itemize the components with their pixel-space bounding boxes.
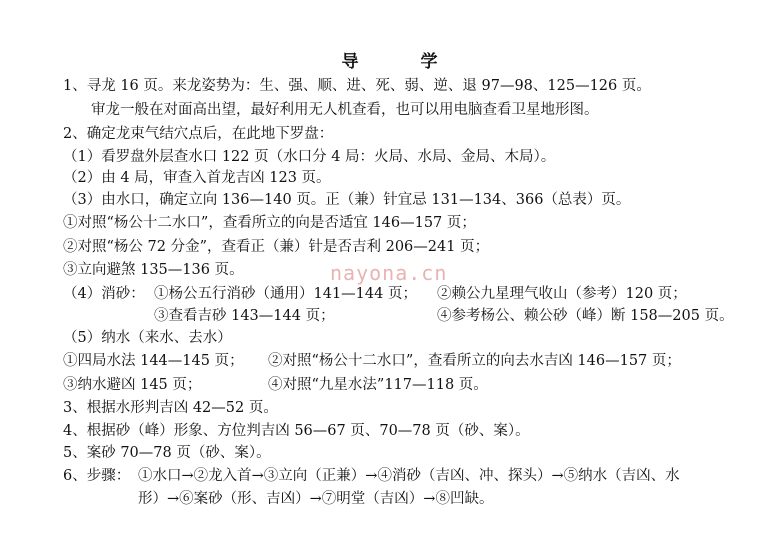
line-10-item-1: ①杨公五行消砂（通用）141—144 页； <box>154 286 417 302</box>
line-6: （3）由水口，确定立向 136—140 页。正（兼）针宜忌 131—134、366（总表）页。 <box>63 192 631 208</box>
line-12: （5）纳水（来水、去水） <box>63 330 232 346</box>
line-7: ①对照“杨公十二水口”，查看所立的向是否适宜 146—157 页； <box>63 215 476 231</box>
line-11-item-4: ④参考杨公、赖公砂（峰）断 158—205 页。 <box>437 308 734 324</box>
line-13-item-1: ①四局水法 144—145 页； <box>63 353 244 369</box>
line-11-item-3: ③查看吉砂 143—144 页； <box>154 308 335 324</box>
line-1: 1、寻龙 16 页。来龙姿势为：生、强、顺、进、死、弱、逆、退 97—98、125—126 页。 <box>63 78 651 94</box>
line-14-item-3: ③纳水避凶 145 页； <box>63 377 202 393</box>
line-10-item-2: ②赖公九星理气收山（参考）120 页； <box>437 286 687 302</box>
line-5: （2）由 4 局，审查入首龙吉凶 123 页。 <box>63 170 331 186</box>
line-14-item-4: ④对照“九星水法”117—118 页。 <box>268 377 488 393</box>
document-title <box>0 47 781 72</box>
line-2: 审龙一般在对面高出望，最好利用无人机查看，也可以用电脑查看卫星地形图。 <box>91 102 599 118</box>
line-4: （1）看罗盘外层查水口 122 页（水口分 4 局：火局、水局、金局、木局）。 <box>63 149 556 165</box>
line-15: 3、根据水形判吉凶 42—52 页。 <box>63 400 278 416</box>
line-16: 4、根据砂（峰）形象、方位判吉凶 56—67 页、70—78 页（砂、案）。 <box>63 423 530 439</box>
line-17: 5、案砂 70—78 页（砂、案）。 <box>63 445 271 461</box>
watermark: nayona.cn <box>330 261 448 285</box>
line-9: ③立向避煞 135—136 页。 <box>63 262 244 278</box>
title-char-2: 学 <box>420 52 440 72</box>
line-13-item-2: ②对照“杨公十二水口”，查看所立的向去水吉凶 146—157 页； <box>268 353 681 369</box>
line-18-steps: ①水口→②龙入首→③立向（正兼）→④消砂（吉凶、冲、探头）→⑤纳水（吉凶、水 <box>138 468 680 484</box>
line-3: 2、确定龙束气结穴点后，在此地下罗盘： <box>63 126 334 142</box>
line-10-label: （4）消砂： <box>63 286 145 302</box>
line-19-steps: 形）→⑥案砂（形、吉凶）→⑦明堂（吉凶）→⑧凹缺。 <box>138 491 494 507</box>
line-8: ②对照“杨公 72 分金”，查看正（兼）针是否吉利 206—241 页； <box>63 239 490 255</box>
line-18-label: 6、步骤： <box>63 468 131 484</box>
title-char-1: 导 <box>341 52 361 72</box>
